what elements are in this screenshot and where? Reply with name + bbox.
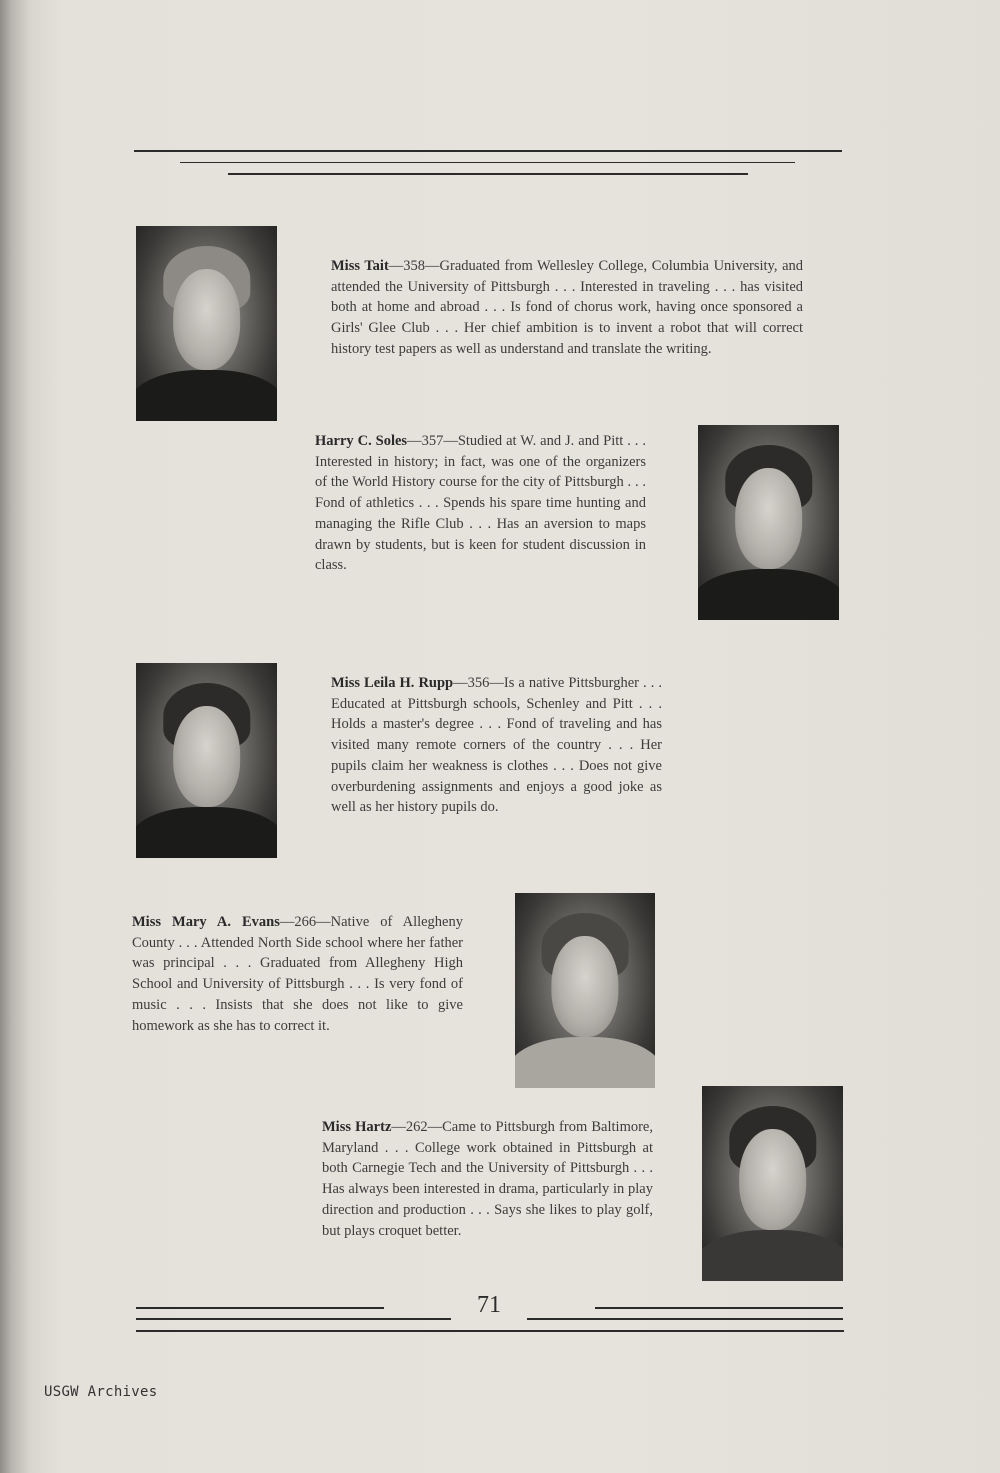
bottom-rule-left-1: [136, 1307, 384, 1309]
bio-miss-tait: Miss Tait—358—Graduated from Wellesley College, Columbia University, and attended the University of Pittsburgh . . . Interested in traveling . . . has visited both at home and abroad . . . Is fond of chorus work, having once sponsored a Girls' Glee Club . . . Her chief ambition is to invent a robot that will correct history test papers as well as understand and translate the writing.: [331, 258, 804, 357]
bio-name: Miss Mary A. Evans: [132, 914, 280, 930]
bio-text: Came to Pittsburgh from Baltimore, Maryland . . . College work obtained in Pittsburgh at both Carnegie Tech and the University of Pittsburgh . . . Has always been interested in drama, particularly in play direction and production . . . Says she likes to play golf, but plays croquet better.: [322, 1119, 653, 1239]
bottom-rule-3: [136, 1330, 844, 1332]
portrait-harry-soles: [698, 425, 839, 620]
bio-number: 356: [467, 675, 490, 691]
bio-text: Native of Allegheny County . . . Attended North Side school where her father was principal . . . Graduated from Allegheny High School and University of Pittsburgh . . . Is very fond of music . . . Insists that she does not like to give homework as she has to correct it.: [132, 914, 463, 1034]
top-rule-1: [134, 150, 842, 152]
bio-name: Miss Tait: [331, 258, 389, 274]
bio-miss-evans: Miss Mary A. Evans—266—Native of Allegheny County . . . Attended North Side school where her father was principal . . . Graduated from Allegheny High School and University of Pittsburgh . . . Is very fond of music . . . Insists that she does not like to give homework as she has to correct it.: [132, 914, 463, 1034]
page-number: 71: [477, 1292, 501, 1318]
bio-text: Is a native Pittsburgher . . . Educated at Pittsburgh schools, Schenley and Pitt . . . Holds a master's degree . . . Fond of traveling and has visited many remote corners of the country . . . Her pupils claim her weakness is clothes . . . Does not give overburdening assignments and enjoys a good joke as well as her history pupils do.: [331, 675, 662, 816]
bio-miss-rupp: Miss Leila H. Rupp—356—Is a native Pittsburgher . . . Educated at Pittsburgh schools, Schenley and Pitt . . . Holds a master's degree . . . Fond of traveling and has visited many remote corners of the country . . . Her pupils claim her weakness is clothes . . . Does not give overburdening assignments and enjoys a good joke as well as her history pupils do.: [331, 675, 662, 816]
portrait-miss-rupp: [136, 663, 277, 858]
portrait-miss-hartz: [702, 1086, 843, 1281]
archive-watermark: USGW Archives: [44, 1384, 158, 1400]
bio-number: 357: [421, 433, 444, 449]
portrait-miss-evans: [515, 893, 655, 1088]
bio-name: Miss Leila H. Rupp: [331, 675, 454, 691]
bio-number: 262: [405, 1119, 428, 1135]
bio-harry-soles: Harry C. Soles—357—Studied at W. and J. and Pitt . . . Interested in history; in fact, was one of the organizers of the World History course for the city of Pittsburgh . . . Fond of athletics . . . Spends his spare time hunting and managing the Rifle Club . . . Has an aversion to maps drawn by students, but is keen for student discussion in class.: [315, 433, 647, 574]
bio-number: 266: [294, 914, 317, 930]
bottom-rule-right-1: [595, 1307, 843, 1309]
bio-text: Graduated from Wellesley College, Columbia University, and attended the University of Pittsburgh . . . Interested in traveling . . . has visited both at home and abroad . . . Is fond of chorus work, having once sponsored a Girls' Glee Club . . . Her chief ambition is to invent a robot that will correct history test papers as well as understand and translate the writing.: [331, 258, 804, 357]
bottom-rule-right-2: [527, 1318, 843, 1320]
top-rule-2: [180, 162, 795, 163]
top-rule-3: [228, 173, 748, 175]
bottom-rule-left-2: [136, 1318, 451, 1320]
bio-number: 358: [403, 258, 426, 274]
bio-name: Miss Hartz: [322, 1119, 392, 1135]
portrait-miss-tait: [136, 226, 277, 421]
bio-miss-hartz: Miss Hartz—262—Came to Pittsburgh from Baltimore, Maryland . . . College work obtained in Pittsburgh at both Carnegie Tech and the University of Pittsburgh . . . Has always been interested in drama, particularly in play direction and production . . . Says she likes to play golf, but plays croquet better.: [322, 1119, 653, 1239]
bio-name: Harry C. Soles: [315, 433, 408, 449]
bio-text: Studied at W. and J. and Pitt . . . Interested in history; in fact, was one of the organizers of the World History course for the city of Pittsburgh . . . Fond of athletics . . . Spends his spare time hunting and managing the Rifle Club . . . Has an aversion to maps drawn by students, but is keen for student discussion in class.: [315, 433, 647, 574]
